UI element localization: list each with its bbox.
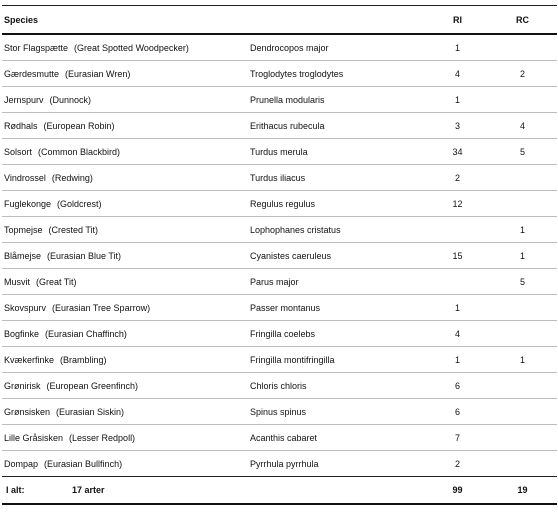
ri-cell: 2: [454, 172, 460, 183]
ri-cell: 3: [454, 120, 460, 131]
latin-name-cell: Fringilla coelebs: [250, 328, 316, 339]
latin-name-cell: Lophophanes cristatus: [250, 224, 341, 235]
species-danish-name: Kvækerfinke: [4, 354, 55, 365]
ri-cell: 6: [454, 406, 460, 417]
total-ri: 99: [452, 485, 463, 495]
species-cell: [2, 69, 247, 79]
rc-cell: 1: [519, 354, 525, 365]
species-cell: [2, 303, 247, 313]
ri-cell: 1: [454, 354, 460, 365]
species-english-name: (Eurasian Bullfinch): [44, 458, 123, 469]
species-cell: [2, 251, 247, 261]
species-english-name: (European Robin): [43, 120, 115, 131]
species-cell: [2, 277, 247, 287]
species-danish-name: Dompap: [4, 458, 39, 469]
table-row: [2, 347, 557, 372]
ri-cell: 2: [454, 458, 460, 469]
species-cell: [2, 329, 247, 339]
species-english-name: (Brambling): [60, 354, 107, 365]
table-bottom-rule: [2, 503, 557, 505]
total-rc: 19: [517, 485, 528, 495]
latin-name-cell: Dendrocopos major: [250, 42, 329, 53]
ri-cell: 12: [452, 198, 463, 209]
latin-name-cell: Chloris chloris: [250, 380, 307, 391]
table-row: [2, 425, 557, 450]
latin-name-cell: Erithacus rubecula: [250, 120, 325, 131]
ri-cell: 1: [454, 42, 460, 53]
species-danish-name: Stor Flagspætte: [4, 42, 69, 53]
species-cell: [2, 381, 247, 391]
species-english-name: (Great Spotted Woodpecker): [74, 42, 189, 53]
species-cell: [2, 173, 247, 183]
species-cell: [2, 433, 247, 443]
table-row: [2, 165, 557, 190]
rc-cell: 4: [519, 120, 525, 131]
species-cell: [2, 121, 247, 131]
total-cell: [2, 485, 247, 495]
species-english-name: (Eurasian Siskin): [56, 406, 125, 417]
table-row: [2, 139, 557, 164]
rc-cell: 2: [519, 68, 525, 79]
species-english-name: (Eurasian Chaffinch): [45, 328, 127, 339]
table-row: [2, 269, 557, 294]
table-row: [2, 243, 557, 268]
species-danish-name: Bogfinke: [4, 328, 40, 339]
species-danish-name: Grønirisk: [4, 380, 41, 391]
ri-cell: 34: [452, 146, 463, 157]
species-danish-name: Lille Gråsisken: [4, 432, 64, 443]
species-danish-name: Jernspurv: [4, 94, 44, 105]
species-cell: [2, 407, 247, 417]
table-row: [2, 113, 557, 138]
table-row: [2, 35, 557, 60]
header-rc: RC: [516, 14, 529, 25]
latin-name-cell: Parus major: [250, 276, 299, 287]
species-danish-name: Blåmejse: [4, 250, 42, 261]
ri-cell: 6: [454, 380, 460, 391]
rc-cell: 1: [519, 224, 525, 235]
latin-name-cell: Passer montanus: [250, 302, 321, 313]
ri-cell: 7: [454, 432, 460, 443]
table-row: [2, 399, 557, 424]
table-body: [2, 35, 557, 477]
table-row: [2, 87, 557, 112]
total-species-count: 17 arter: [72, 485, 105, 495]
species-danish-name: Grønsisken: [4, 406, 51, 417]
ri-cell: 1: [454, 94, 460, 105]
species-danish-name: Skovspurv: [4, 302, 47, 313]
species-danish-name: Solsort: [4, 146, 33, 157]
species-english-name: (Eurasian Wren): [65, 68, 131, 79]
species-danish-name: Fuglekonge: [4, 198, 52, 209]
header-ri: RI: [453, 14, 462, 25]
species-danish-name: Topmejse: [4, 224, 43, 235]
total-row: [2, 477, 557, 503]
table-row: [2, 451, 557, 476]
species-danish-name: Vindrossel: [4, 172, 46, 183]
ri-cell: 4: [454, 68, 460, 79]
table-header-row: [2, 6, 557, 33]
species-english-name: (Eurasian Tree Sparrow): [52, 302, 151, 313]
table-row: [2, 217, 557, 242]
rc-cell: 1: [519, 250, 525, 261]
species-cell: [2, 199, 247, 209]
latin-name-cell: Regulus regulus: [250, 198, 316, 209]
species-danish-name: Gærdesmutte: [4, 68, 60, 79]
latin-name-cell: Turdus iliacus: [250, 172, 306, 183]
latin-name-cell: Fringilla montifringilla: [250, 354, 335, 365]
rc-cell: 5: [519, 146, 525, 157]
species-table: [2, 5, 557, 505]
species-english-name: (Crested Tit): [48, 224, 99, 235]
species-cell: [2, 43, 247, 53]
species-english-name: (Great Tit): [36, 276, 77, 287]
latin-name-cell: Troglodytes troglodytes: [250, 68, 344, 79]
species-cell: [2, 459, 247, 469]
ri-cell: 1: [454, 302, 460, 313]
latin-name-cell: Cyanistes caeruleus: [250, 250, 332, 261]
latin-name-cell: Spinus spinus: [250, 406, 307, 417]
species-english-name: (Goldcrest): [57, 198, 102, 209]
rc-cell: 5: [519, 276, 525, 287]
table-row: [2, 373, 557, 398]
ri-cell: 4: [454, 328, 460, 339]
species-danish-name: Musvit: [4, 276, 31, 287]
species-danish-name: Rødhals: [4, 120, 38, 131]
species-english-name: (Redwing): [51, 172, 93, 183]
latin-name-cell: Acanthis cabaret: [250, 432, 318, 443]
species-english-name: (European Greenfinch): [46, 380, 139, 391]
species-english-name: (Eurasian Blue Tit): [47, 250, 122, 261]
table-row: [2, 295, 557, 320]
latin-name-cell: Pyrrhula pyrrhula: [250, 458, 319, 469]
latin-name-cell: Prunella modularis: [250, 94, 325, 105]
table-row: [2, 61, 557, 86]
species-cell: [2, 95, 247, 105]
species-cell: [2, 225, 247, 235]
species-cell: [2, 355, 247, 365]
species-english-name: (Dunnock): [49, 94, 92, 105]
species-english-name: (Common Blackbird): [38, 146, 121, 157]
ri-cell: 15: [452, 250, 463, 261]
latin-name-cell: Turdus merula: [250, 146, 308, 157]
species-cell: [2, 147, 247, 157]
header-species: Species: [4, 14, 39, 25]
total-label: I alt:: [6, 485, 25, 495]
table-row: [2, 191, 557, 216]
table-row: [2, 321, 557, 346]
species-english-name: (Lesser Redpoll): [69, 432, 136, 443]
